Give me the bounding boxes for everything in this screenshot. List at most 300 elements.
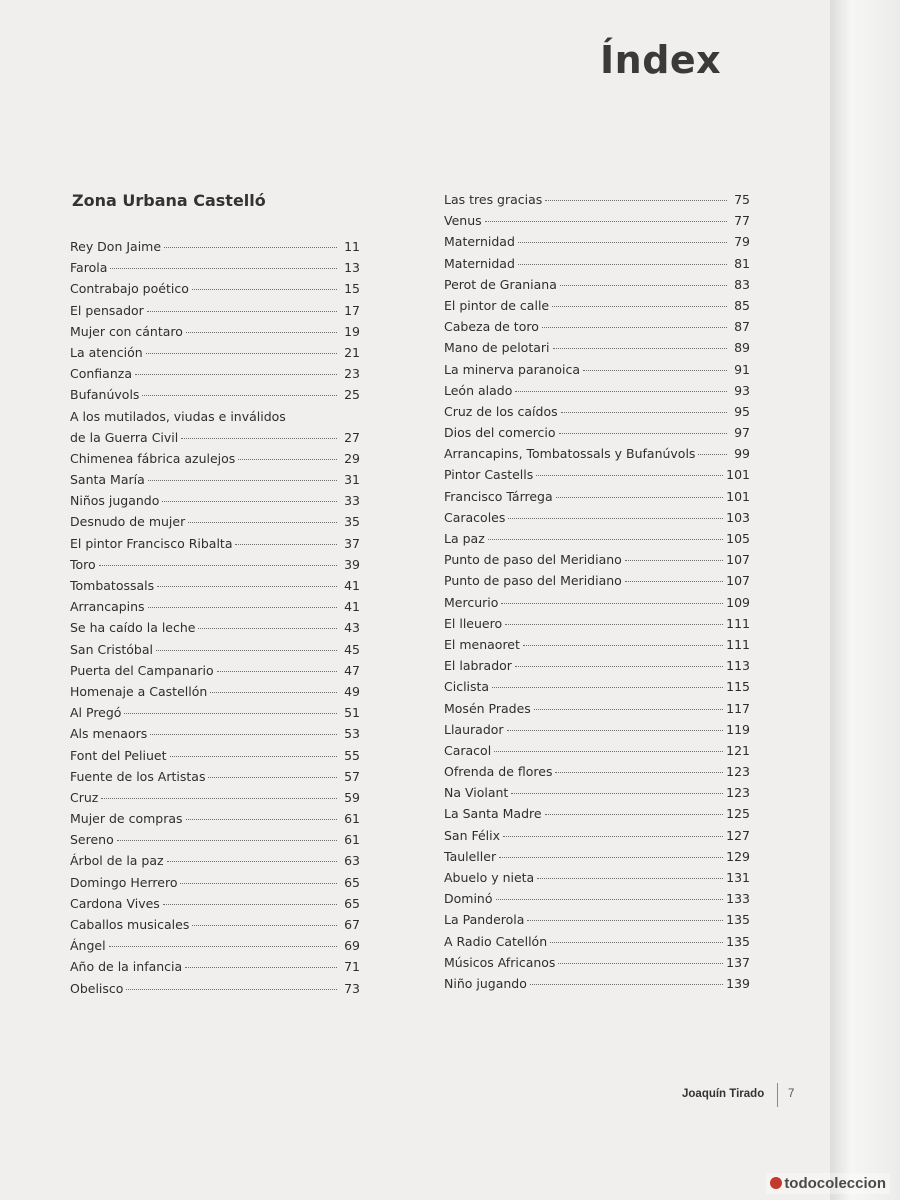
entry-page-number: 99: [734, 446, 750, 462]
entry-page-number: 139: [726, 975, 750, 991]
dot-leader: [553, 347, 727, 349]
index-entry: [70, 257, 360, 278]
entry-title: Als menaors: [70, 726, 148, 742]
index-entry: [444, 401, 750, 422]
dot-leader: [515, 665, 723, 667]
entry-page-number: 135: [726, 933, 750, 949]
index-entry: [70, 745, 360, 766]
entry-page-number: 73: [344, 980, 360, 996]
index-entry: [70, 490, 360, 511]
entry-page-number: 47: [344, 662, 360, 678]
entry-page-number: 61: [344, 832, 360, 848]
dot-leader: [625, 559, 723, 561]
entry-title: Chimenea fábrica azulejos: [70, 450, 236, 466]
dot-leader: [492, 686, 723, 688]
index-entry: [70, 935, 360, 956]
entry-title: Mano de pelotari: [444, 340, 550, 356]
index-entry: [70, 617, 360, 638]
entry-title: El labrador: [444, 658, 512, 674]
dot-leader: [527, 919, 723, 921]
entry-title: Ángel: [70, 938, 106, 954]
dot-leader: [536, 474, 723, 476]
dot-leader: [488, 538, 723, 540]
entry-title: Confianza: [70, 366, 132, 382]
index-entry: [70, 448, 360, 469]
entry-page-number: 45: [344, 641, 360, 657]
entry-title: Homenaje a Castellón: [70, 683, 208, 699]
entry-page-number: 19: [344, 323, 360, 339]
entry-title: Abuelo y nieta: [444, 870, 535, 885]
dot-leader: [501, 602, 723, 604]
entry-page-number: 117: [726, 700, 750, 716]
index-entry: [70, 829, 360, 850]
index-entry: [444, 316, 750, 337]
index-entry: [70, 702, 360, 723]
entry-title: Mercurio: [444, 594, 499, 610]
entry-page-number: 119: [726, 721, 750, 737]
index-entry: [70, 575, 360, 596]
entry-title: Fuente de los Artistas: [70, 768, 206, 784]
entry-title: Niños jugando: [70, 493, 160, 509]
entry-title: Cardona Vives: [70, 895, 160, 911]
dot-leader: [542, 326, 727, 328]
entry-page-number: 67: [344, 917, 360, 932]
dot-leader: [534, 708, 723, 710]
index-column-right: [444, 189, 750, 994]
index-entry: [70, 427, 360, 448]
dot-leader: [550, 941, 723, 943]
index-entry: [70, 766, 360, 787]
entry-title: El pintor Francisco Ribalta: [70, 535, 233, 551]
entry-title: Farola: [70, 260, 108, 276]
index-entry: [70, 384, 360, 405]
entry-title: de la Guerra Civil: [70, 429, 179, 445]
index-entry: [444, 295, 750, 316]
index-entry: [444, 867, 750, 888]
dot-leader: [186, 818, 337, 820]
entry-title: Cruz de los caídos: [444, 403, 558, 419]
index-entry: [70, 787, 360, 808]
dot-leader: [518, 241, 727, 243]
entry-title: Dios del comercio: [444, 425, 556, 441]
entry-page-number: 53: [344, 726, 360, 742]
entry-page-number: 91: [734, 361, 750, 377]
entry-page-number: 79: [734, 234, 750, 250]
dot-leader: [558, 962, 723, 964]
index-entry: [444, 761, 750, 782]
entry-title: Pintor Castells: [444, 467, 534, 483]
entry-page-number: 23: [344, 366, 360, 382]
index-entry: [444, 909, 750, 930]
entry-title: Maternidad: [444, 234, 515, 250]
entry-page-number: 63: [344, 853, 360, 869]
entry-page-number: 29: [344, 450, 360, 466]
dot-leader: [505, 623, 723, 625]
entry-page-number: 83: [734, 276, 750, 292]
index-entry: [444, 740, 750, 761]
entry-page-number: 65: [344, 895, 360, 911]
index-entry: [444, 931, 750, 952]
entry-page-number: 97: [734, 425, 750, 441]
entry-page-number: 123: [726, 785, 750, 801]
entry-title: A Radio Catellón: [444, 933, 548, 949]
entry-title: Puerta del Campanario: [70, 662, 214, 678]
index-entry: [444, 782, 750, 803]
entry-title: El pensador: [70, 302, 144, 318]
index-entry: [70, 300, 360, 321]
entry-page-number: 17: [344, 302, 360, 318]
entry-title: Arrancapins, Tombatossals y Bufanúvols: [444, 446, 696, 462]
index-column-left: [70, 236, 360, 999]
entry-page-number: 81: [734, 255, 750, 271]
entry-page-number: 65: [344, 874, 360, 890]
index-entry: [444, 698, 750, 719]
watermark: [766, 1173, 890, 1194]
index-entry: [444, 613, 750, 634]
entry-title: La Santa Madre: [444, 806, 542, 822]
dot-leader: [499, 856, 723, 858]
dot-leader: [494, 750, 723, 752]
index-entry: [444, 486, 750, 507]
dot-leader: [561, 411, 727, 413]
entry-title: Perot de Graniana: [444, 276, 557, 292]
entry-page-number: 77: [734, 213, 750, 229]
index-entry: [70, 363, 360, 384]
index-entry: [444, 952, 750, 973]
entry-title: Dominó: [444, 891, 493, 907]
index-entry: [444, 464, 750, 485]
index-entry: [444, 655, 750, 676]
index-entry: [70, 321, 360, 342]
dot-leader: [583, 369, 727, 371]
dot-leader: [511, 792, 723, 794]
entry-page-number: 109: [726, 594, 750, 610]
dot-leader: [124, 712, 337, 714]
entry-page-number: 15: [344, 281, 360, 297]
entry-title: Toro: [70, 556, 96, 572]
entry-title: Arrancapins: [70, 599, 145, 615]
index-entry: [444, 549, 750, 570]
entry-title: Font del Peliuet: [70, 747, 167, 763]
index-entry: [444, 888, 750, 909]
entry-title: La Panderola: [444, 912, 525, 928]
entry-page-number: 27: [344, 429, 360, 445]
watermark-text: todocoleccion: [784, 1175, 886, 1192]
entry-page-number: 55: [344, 747, 360, 763]
entry-page-number: 105: [726, 531, 750, 546]
entry-title: Punto de paso del Meridiano: [444, 552, 622, 568]
entry-title: Llaurador: [444, 721, 504, 737]
index-entry: [444, 592, 750, 613]
entry-page-number: 103: [726, 509, 750, 525]
entry-page-number: 93: [734, 382, 750, 398]
dot-leader: [217, 670, 337, 672]
entry-title: Punto de paso del Meridiano: [444, 573, 622, 589]
entry-title: Mosén Prades: [444, 700, 531, 716]
index-entry: [444, 189, 750, 210]
page-edge: [830, 0, 900, 1200]
entry-title: Caracol: [444, 742, 492, 758]
entry-page-number: 61: [344, 811, 360, 827]
entry-title: Rey Don Jaime: [70, 239, 162, 254]
index-entry: [444, 719, 750, 740]
entry-title: León alado: [444, 382, 513, 398]
entry-page-number: 101: [726, 488, 750, 504]
entry-page-number: 13: [344, 260, 360, 276]
index-entry: [444, 825, 750, 846]
entry-title: Caracoles: [444, 509, 506, 525]
entry-page-number: 107: [726, 552, 750, 568]
index-entry: [444, 676, 750, 697]
entry-page-number: 111: [726, 615, 750, 631]
entry-page-number: 85: [734, 297, 750, 313]
dot-leader: [485, 220, 727, 222]
dot-leader: [146, 352, 337, 354]
index-entry: [444, 253, 750, 274]
entry-page-number: 87: [734, 319, 750, 335]
entry-page-number: 69: [344, 938, 360, 954]
index-entry: [70, 554, 360, 575]
entry-page-number: 123: [726, 764, 750, 780]
entry-title: Obelisco: [70, 980, 124, 996]
entry-title: Santa María: [70, 472, 145, 488]
entry-title: Ofrenda de flores: [444, 764, 553, 780]
index-entry: [444, 210, 750, 231]
index-entry: [70, 723, 360, 744]
dot-leader: [210, 691, 337, 693]
entry-title: El lleuero: [444, 615, 503, 631]
section-heading: Zona Urbana Castelló: [72, 191, 266, 210]
dot-leader: [148, 479, 337, 481]
dot-leader: [156, 649, 337, 651]
index-entry: [70, 469, 360, 490]
index-entry: [444, 337, 750, 358]
entry-page-number: 35: [344, 514, 360, 530]
entry-page-number: 57: [344, 768, 360, 784]
entry-title: Venus: [444, 213, 482, 229]
index-entry: [70, 596, 360, 617]
dot-leader: [142, 394, 337, 396]
entry-title: Contrabajo poético: [70, 281, 189, 297]
dot-leader: [507, 729, 724, 731]
index-entry: [70, 893, 360, 914]
page-title: Índex: [600, 38, 722, 82]
index-entry: [70, 872, 360, 893]
index-entry: [70, 956, 360, 977]
entry-page-number: 33: [344, 493, 360, 509]
entry-page-number: 31: [344, 472, 360, 488]
index-entry: [70, 681, 360, 702]
entry-page-number: 107: [726, 573, 750, 589]
dot-leader: [555, 771, 723, 773]
dot-leader: [188, 521, 337, 523]
dot-leader: [192, 288, 337, 290]
dot-leader: [185, 966, 337, 968]
dot-leader: [198, 627, 337, 629]
entry-page-number: 43: [344, 620, 360, 636]
dot-leader: [170, 755, 337, 757]
dot-leader: [235, 543, 337, 545]
todocoleccion-logo-icon: [770, 1177, 782, 1189]
dot-leader: [523, 644, 723, 646]
entry-title: Cabeza de toro: [444, 319, 539, 335]
footer-divider: [777, 1083, 778, 1107]
entry-title: Las tres gracias: [444, 192, 543, 207]
dot-leader: [186, 331, 337, 333]
entry-title: Al Pregó: [70, 705, 122, 721]
entry-page-number: 25: [344, 387, 360, 403]
entry-title: Desnudo de mujer: [70, 514, 186, 530]
entry-page-number: 101: [726, 467, 750, 483]
entry-page-number: 71: [344, 959, 360, 975]
entry-page-number: 89: [734, 340, 750, 356]
entry-title: Bufanúvols: [70, 387, 140, 403]
entry-page-number: 137: [726, 954, 750, 970]
entry-page-number: 121: [726, 742, 750, 758]
entry-title: El menaoret: [444, 636, 520, 652]
entry-title: Niño jugando: [444, 975, 527, 991]
index-entry: [70, 342, 360, 363]
entry-page-number: 39: [344, 556, 360, 572]
entry-page-number: 125: [726, 806, 750, 822]
dot-leader: [530, 983, 723, 985]
entry-title: Francisco Tárrega: [444, 488, 553, 504]
dot-leader: [508, 517, 723, 519]
entry-title: Maternidad: [444, 255, 515, 271]
index-entry: [70, 850, 360, 871]
index-entry: [70, 978, 360, 999]
index-entry: [444, 274, 750, 295]
dot-leader: [99, 564, 337, 566]
entry-page-number: 95: [734, 403, 750, 419]
entry-title: Tauleller: [444, 848, 497, 864]
entry-title: Mujer con cántaro: [70, 323, 183, 339]
index-entry: [70, 639, 360, 660]
index-entry: [444, 803, 750, 824]
dot-leader: [101, 797, 337, 799]
dot-leader: [698, 453, 727, 455]
dot-leader: [560, 284, 727, 286]
entry-title: Se ha caído la leche: [70, 620, 196, 636]
entry-title: El pintor de calle: [444, 297, 550, 313]
page-number: 7: [788, 1088, 795, 1100]
index-entry: [70, 533, 360, 554]
index-entry: [70, 278, 360, 299]
entry-title: Caballos musicales: [70, 917, 190, 932]
entry-page-number: 115: [726, 679, 750, 695]
entry-page-number: 135: [726, 912, 750, 928]
index-entry: [444, 528, 750, 549]
index-entry: [444, 507, 750, 528]
dot-leader: [148, 606, 337, 608]
dot-leader: [625, 580, 723, 582]
entry-title: Tombatossals: [70, 578, 155, 593]
entry-page-number: 129: [726, 848, 750, 864]
entry-page-number: 131: [726, 870, 750, 885]
dot-leader: [109, 945, 337, 947]
index-entry: [444, 634, 750, 655]
index-entry: [70, 808, 360, 829]
entry-title: A los mutilados, viudas e inválidos: [70, 408, 286, 424]
dot-leader: [150, 733, 337, 735]
index-entry: [444, 359, 750, 380]
dot-leader: [126, 988, 337, 990]
dot-leader: [110, 267, 337, 269]
entry-title: Ciclista: [444, 679, 490, 695]
entry-page-number: 127: [726, 827, 750, 843]
dot-leader: [167, 860, 337, 862]
entry-title: San Félix: [444, 827, 501, 843]
dot-leader: [192, 924, 337, 926]
dot-leader: [537, 877, 723, 879]
dot-leader: [552, 305, 727, 307]
entry-page-number: 59: [344, 789, 360, 805]
entry-title: Domingo Herrero: [70, 874, 178, 890]
index-entry: [444, 422, 750, 443]
entry-page-number: 51: [344, 705, 360, 721]
entry-title: Mujer de compras: [70, 811, 183, 827]
entry-page-number: 41: [344, 578, 360, 593]
dot-leader: [545, 199, 727, 201]
index-entry: [70, 914, 360, 935]
index-entry: [444, 846, 750, 867]
dot-leader: [515, 390, 727, 392]
dot-leader: [181, 437, 337, 439]
entry-title: Árbol de la paz: [70, 853, 164, 869]
dot-leader: [556, 496, 723, 498]
dot-leader: [117, 839, 337, 841]
dot-leader: [163, 903, 337, 905]
index-entry: [444, 570, 750, 591]
entry-title: Sereno: [70, 832, 114, 848]
entry-page-number: 49: [344, 683, 360, 699]
footer-author: Joaquín Tirado: [682, 1088, 765, 1100]
entry-title: La minerva paranoica: [444, 361, 580, 377]
entry-title: La atención: [70, 344, 143, 360]
dot-leader: [180, 882, 337, 884]
dot-leader: [157, 585, 337, 587]
dot-leader: [164, 246, 337, 248]
entry-page-number: 75: [734, 192, 750, 207]
dot-leader: [162, 500, 337, 502]
dot-leader: [496, 898, 724, 900]
dot-leader: [545, 813, 724, 815]
entry-page-number: 11: [344, 239, 360, 254]
entry-title: Año de la infancia: [70, 959, 183, 975]
entry-page-number: 37: [344, 535, 360, 551]
entry-page-number: 21: [344, 344, 360, 360]
index-entry: [70, 511, 360, 532]
entry-title: La paz: [444, 531, 485, 546]
entry-page-number: 41: [344, 599, 360, 615]
entry-page-number: 111: [726, 636, 750, 652]
entry-page-number: 133: [726, 891, 750, 907]
entry-title: Músicos Africanos: [444, 954, 556, 970]
dot-leader: [135, 373, 337, 375]
dot-leader: [238, 458, 337, 460]
index-entry: [444, 973, 750, 994]
index-entry: [444, 231, 750, 252]
entry-title: San Cristóbal: [70, 641, 153, 657]
dot-leader: [559, 432, 727, 434]
dot-leader: [208, 776, 337, 778]
entry-title: Cruz: [70, 789, 99, 805]
dot-leader: [503, 835, 723, 837]
dot-leader: [147, 310, 337, 312]
index-entry: [70, 236, 360, 257]
entry-page-number: 113: [726, 658, 750, 674]
index-entry: [444, 443, 750, 464]
